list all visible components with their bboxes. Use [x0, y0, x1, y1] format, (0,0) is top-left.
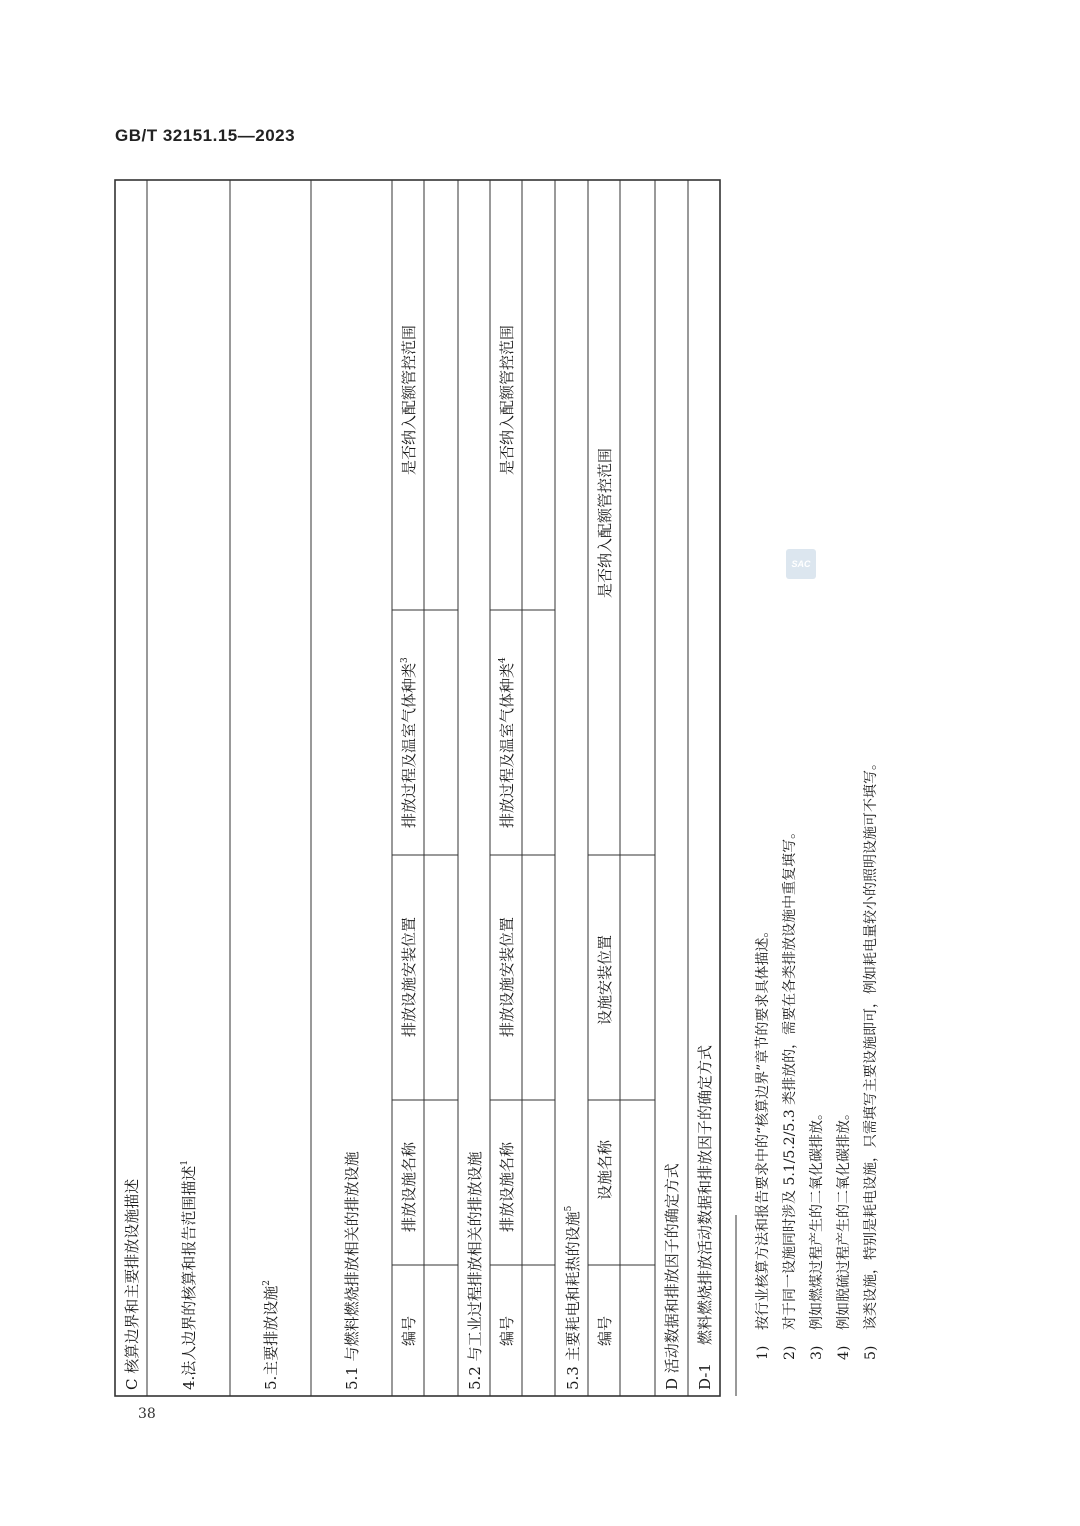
sub51-header-process-text: 排放过程及温室气体种类	[400, 662, 418, 828]
sub53-title	[564, 1205, 582, 1390]
footnote-2-mark: 2)	[782, 1345, 798, 1360]
page-number: 38	[138, 1406, 156, 1422]
sub52-header-quota: 是否纳入配额管控范围	[498, 324, 516, 475]
sub51-process-note-mark: 3	[400, 657, 410, 663]
sub51-header-quota: 是否纳入配额管控范围	[400, 324, 418, 475]
d1-label: 燃料燃烧排放活动数据和排放因子的确定方式	[696, 1044, 714, 1345]
sub51-header-location: 排放设施安装位置	[400, 916, 418, 1037]
sub52-process-note-mark: 4	[498, 657, 508, 663]
sub53-header-location: 设施安装位置	[596, 934, 614, 1025]
sub52-title: 5.2 与工业过程排放相关的排放设施	[466, 1151, 484, 1390]
footnote-3-text: 例如燃煤过程产生的二氧化碳排放。	[809, 1106, 825, 1330]
footnote-3-mark: 3)	[809, 1345, 825, 1360]
sub52-header-process	[498, 657, 516, 828]
section-d-title: D 活动数据和排放因子的确定方式	[663, 1163, 681, 1390]
row5-label-text: 5.主要排放设施	[262, 1285, 280, 1390]
sub53-header-quota: 是否纳入配额管控范围	[596, 447, 614, 598]
footnote-4-mark: 4)	[836, 1345, 852, 1360]
footnotes	[754, 756, 879, 1360]
footnote-4-text: 例如脱硫过程产生的二氧化碳排放。	[836, 1106, 852, 1330]
sub51-header-name: 排放设施名称	[400, 1141, 418, 1232]
footnote-5-mark: 5)	[863, 1345, 879, 1360]
sub51-header-process	[400, 657, 418, 828]
row4-label-text: 4.法人边界的核算和报告范围描述	[180, 1165, 198, 1390]
footnote-1-text: 按行业核算方法和报告要求中的“核算边界”章节的要求具体描述。	[755, 923, 771, 1330]
sub51-title: 5.1 与燃料燃烧排放相关的排放设施	[343, 1151, 361, 1390]
sub53-header-no: 编号	[596, 1315, 614, 1346]
row5-label	[262, 1280, 280, 1390]
d1-code: D-1	[696, 1363, 714, 1390]
sub51-header-no: 编号	[400, 1315, 418, 1346]
sub53-title-note-mark: 5	[564, 1205, 574, 1212]
footnote-2-text: 对于同一设施同时涉及 5.1/5.2/5.3 类排放的，需要在各类排放设施中重复填写。	[782, 824, 798, 1330]
footnote-5-text: 该类设施，特别是耗电设施，只需填写主要设施即可，例如耗电量较小的照明设施可不填写。	[863, 756, 879, 1330]
sub52-header-process-text: 排放过程及温室气体种类	[498, 662, 516, 828]
sub53-title-text: 5.3 主要耗电和耗热的设施	[564, 1211, 582, 1390]
sub52-header-name: 排放设施名称	[498, 1141, 516, 1232]
row4-note-mark: 1	[180, 1159, 190, 1166]
section-c-title: C 核算边界和主要排放设施描述	[123, 1178, 141, 1390]
sac-watermark-logo: SAC	[786, 549, 816, 579]
standard-code-header: GB/T 32151.15—2023	[115, 126, 296, 145]
sub52-header-no: 编号	[498, 1315, 516, 1346]
row4-label	[180, 1160, 198, 1390]
row5-note-mark: 2	[262, 1279, 272, 1286]
sub52-header-location: 排放设施安装位置	[498, 916, 516, 1037]
footnote-1-mark: 1)	[755, 1345, 771, 1360]
sub53-header-name: 设施名称	[596, 1139, 614, 1200]
